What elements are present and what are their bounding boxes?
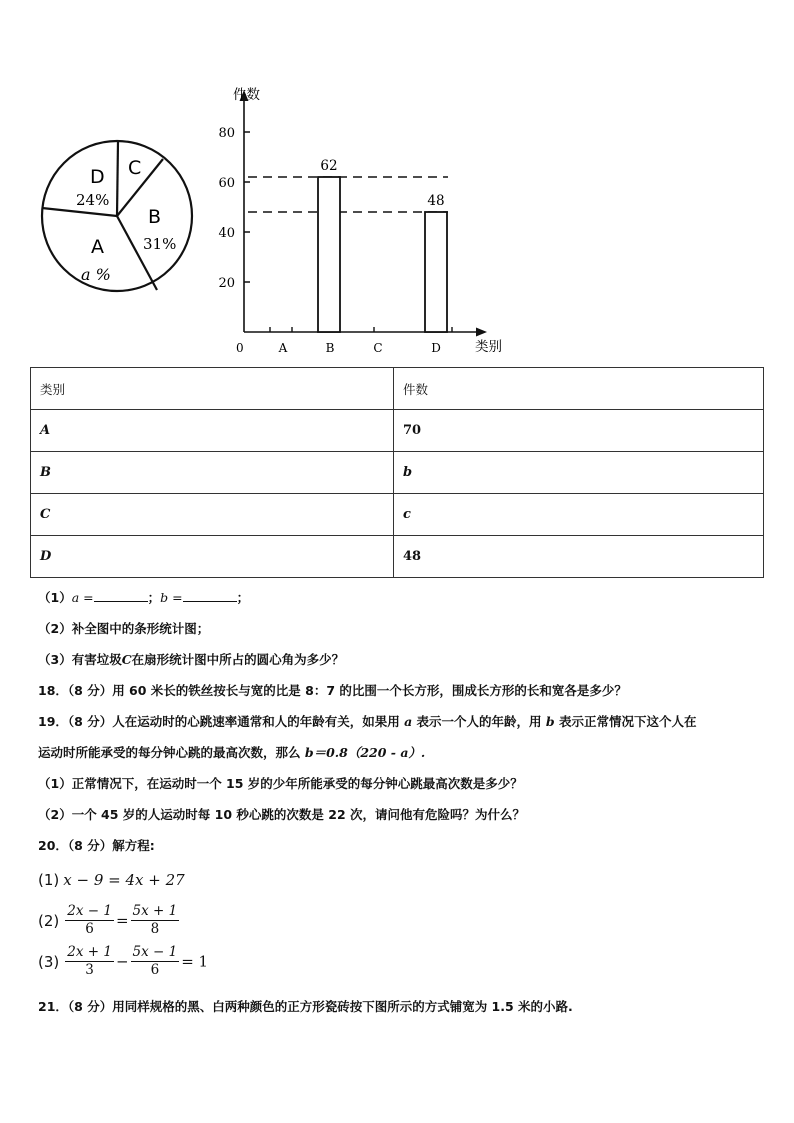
- fraction-denominator: 3: [85, 962, 94, 978]
- table-cell-count: c: [394, 494, 764, 536]
- pie-percent-b: 31%: [143, 235, 177, 253]
- q20-eq3-left-fraction: [65, 944, 114, 979]
- q19-var-a: a: [404, 714, 413, 729]
- table-row: [31, 494, 764, 536]
- q17-part1-number: （1）: [38, 590, 72, 605]
- table-cell-category: B: [31, 452, 394, 494]
- bar: [425, 212, 447, 332]
- pie-percent-d: 24%: [76, 191, 110, 209]
- x-tick-label: A: [278, 341, 288, 355]
- table-row: [31, 410, 764, 452]
- q19-line2-pre: 运动时所能承受的每分钟心跳的最高次数，那么: [38, 745, 305, 760]
- fraction-numerator: 2x + 1: [67, 944, 112, 960]
- origin-label: 0: [236, 341, 244, 355]
- x-axis-label: 类别: [475, 339, 502, 355]
- q19-var-b: b: [545, 714, 555, 729]
- q17-b-label: b =: [160, 590, 183, 605]
- q17-end: ；: [236, 590, 250, 605]
- q17-a-blank[interactable]: [94, 590, 148, 602]
- q20-title: 20．（8 分）解方程:: [38, 838, 155, 853]
- q18-text: 18．（8 分）用 60 米长的铁丝按长与宽的比是 8：7 的比围一个长方形，围成长方形的长和宽各是多少？: [38, 683, 627, 698]
- q20-eq3-minus: −: [115, 952, 129, 971]
- q17-b-blank[interactable]: [183, 590, 237, 602]
- q20-eq3-label: (3): [38, 952, 60, 971]
- bar-data-label: 62: [320, 158, 338, 174]
- pie-chart: [42, 141, 192, 291]
- q20-eq2-label: (2): [38, 911, 60, 930]
- q19-line1: [38, 712, 697, 730]
- table-cell-count: 70: [394, 410, 764, 452]
- table-cell-count: b: [394, 452, 764, 494]
- table-cell-count: 48: [394, 536, 764, 578]
- y-axis-label: 件数: [233, 87, 260, 103]
- q19-line1-mid: 表示一个人的年龄，用: [412, 714, 546, 729]
- q20-eq2-right-fraction: [131, 903, 180, 938]
- q20-equation-2: [38, 903, 181, 938]
- q20-eq3-right-fraction: [131, 944, 180, 979]
- pie-percent-a: a %: [81, 265, 111, 284]
- q17-part3: [38, 650, 344, 668]
- q19-part2: （2）一个 45 岁的人运动时每 10 秒心跳的次数是 22 次，请问他有危险吗？为什么？: [38, 807, 525, 822]
- x-axis-arrow: [476, 328, 487, 337]
- category-table: [30, 367, 764, 578]
- q17-separator: ；: [147, 590, 161, 605]
- q20-eq2-equals: =: [115, 911, 129, 930]
- table-header-category: 类别: [31, 368, 394, 410]
- bar-chart: [218, 86, 502, 355]
- q17-a-label: a =: [71, 590, 94, 605]
- q19-part1: （1）正常情况下，在运动时一个 15 岁的少年所能承受的每分钟心跳最高次数是多少？: [38, 776, 523, 791]
- pie-label-c: C: [128, 157, 142, 179]
- q17-part3-post: 在扇形统计图中所占的圆心角为多少？: [131, 652, 345, 667]
- q19-line1-pre: 19．（8 分）人在运动时的心跳速率通常和人的年龄有关，如果用: [38, 714, 405, 729]
- x-tick-label: C: [373, 341, 383, 355]
- table-cell-category: A: [31, 410, 394, 452]
- y-tick-label: 40: [218, 226, 235, 241]
- table-header-row: [31, 368, 764, 410]
- table-cell-category: D: [31, 536, 394, 578]
- fraction-numerator: 2x − 1: [67, 903, 112, 919]
- q17-part1: [38, 588, 249, 606]
- fraction-numerator: 5x + 1: [132, 903, 178, 919]
- fraction-denominator: 6: [85, 921, 94, 937]
- fraction-denominator: 6: [150, 962, 160, 978]
- pie-label-b: B: [148, 206, 162, 228]
- q17-part3-pre: （3）有害垃圾: [38, 652, 122, 667]
- q20-eq1-body: x − 9 = 4x + 27: [63, 871, 185, 889]
- statistics-figure: [0, 0, 794, 365]
- q17-part3-var: C: [121, 652, 132, 667]
- table-cell-category: C: [31, 494, 394, 536]
- q21-text: 21．（8 分）用同样规格的黑、白两种颜色的正方形瓷砖按下图所示的方式铺宽为 1.5 米的小路.: [38, 999, 573, 1014]
- fraction-numerator: 5x − 1: [132, 944, 178, 960]
- bar-data-label: 48: [427, 193, 445, 209]
- table-header-count: 件数: [394, 368, 764, 410]
- q20-eq2-left-fraction: [65, 903, 114, 938]
- pie-divider-dc: [117, 141, 118, 216]
- pie-label-a: A: [91, 236, 104, 258]
- y-tick-label: 80: [218, 126, 235, 141]
- table-row: [31, 452, 764, 494]
- q20-eq1-label: (1): [38, 871, 60, 889]
- x-tick-label: B: [325, 341, 335, 355]
- y-tick-label: 60: [218, 176, 235, 191]
- table-row: [31, 536, 764, 578]
- q19-formula: b＝0.8（220 - a）.: [304, 745, 426, 760]
- q20-equation-3: [38, 944, 208, 979]
- x-tick-label: D: [431, 341, 441, 355]
- bar: [318, 177, 340, 332]
- q20-eq3-rhs: = 1: [181, 952, 209, 971]
- q19-line2: [38, 743, 425, 761]
- q19-line1-post: 表示正常情况下这个人在: [554, 714, 697, 729]
- pie-label-d: D: [90, 166, 105, 188]
- q17-part2: （2）补全图中的条形统计图；: [38, 621, 210, 636]
- fraction-denominator: 8: [150, 921, 160, 937]
- y-tick-label: 20: [218, 276, 235, 291]
- q20-equation-1: [38, 871, 185, 889]
